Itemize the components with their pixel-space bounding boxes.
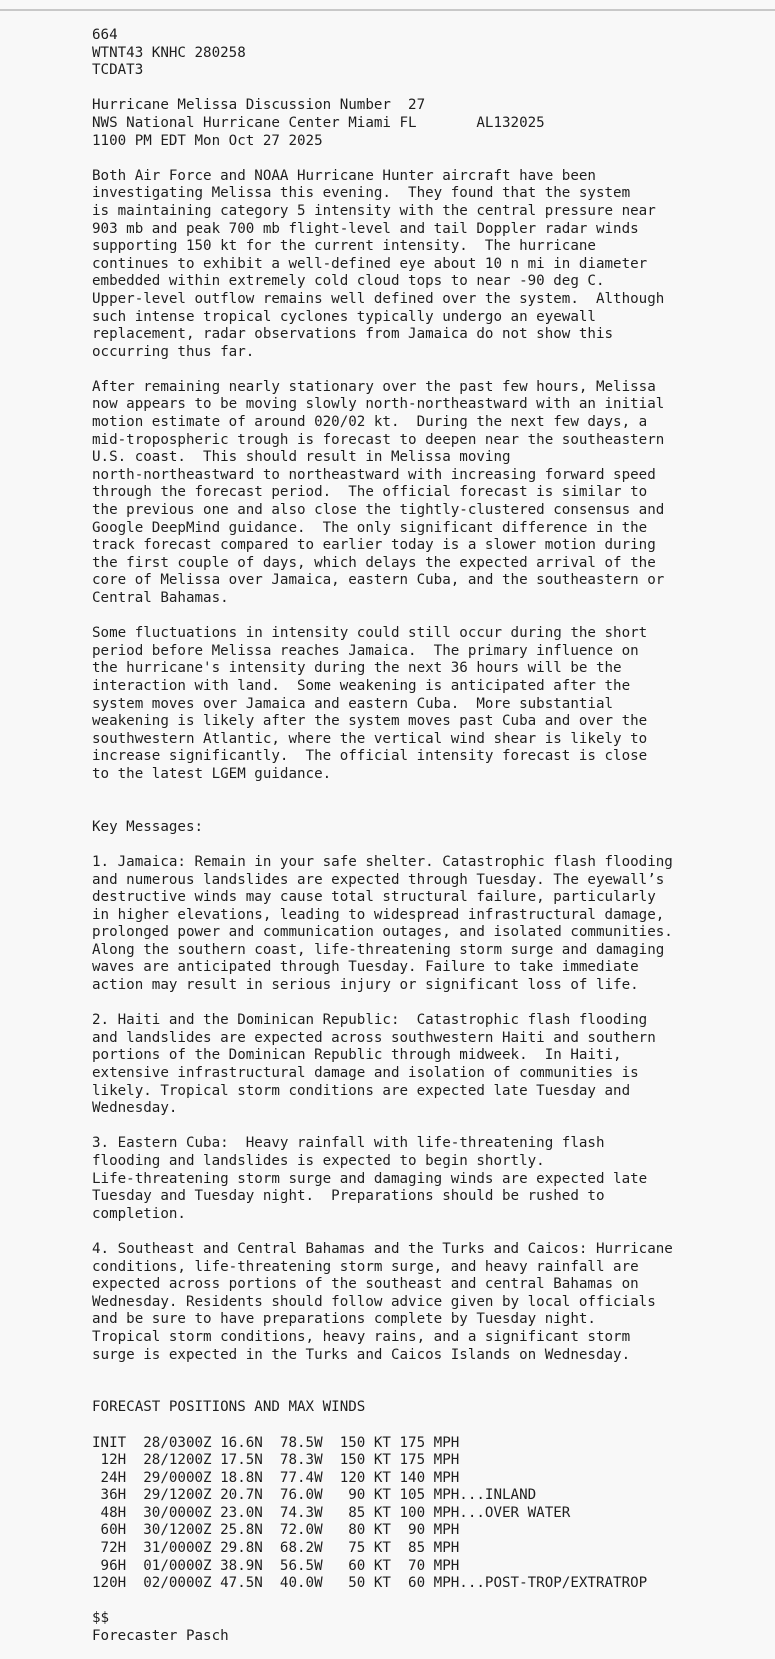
text-line: 2. Haiti and the Dominican Republic: Catastrophic flash flooding bbox=[92, 1012, 648, 1029]
text-line: surge is expected in the Turks and Caicos Islands on Wednesday. bbox=[92, 1346, 631, 1363]
text-line: and be sure to have preparations complete by Tuesday night. bbox=[92, 1311, 596, 1328]
blank-line bbox=[92, 836, 772, 854]
text-line: 903 mb and peak 700 mb flight-level and tail Doppler radar winds bbox=[92, 220, 639, 237]
text-line: the first couple of days, which delays the expected arrival of the bbox=[92, 554, 656, 571]
text-line: interaction with land. Some weakening is anticipated after the bbox=[92, 677, 631, 694]
text-line: 1. Jamaica: Remain in your safe shelter. Catastrophic flash flooding bbox=[92, 853, 673, 870]
forecast-heading: FORECAST POSITIONS AND MAX WINDS bbox=[92, 1399, 366, 1416]
text-line: completion. bbox=[92, 1205, 186, 1222]
blank-line bbox=[92, 1118, 772, 1136]
blank-line bbox=[92, 361, 772, 379]
text-line: Wednesday. bbox=[92, 1100, 178, 1117]
text-line: through the forecast period. The official forecast is similar to bbox=[92, 484, 648, 501]
text-line: is maintaining category 5 intensity with the central pressure near bbox=[92, 202, 656, 219]
top-divider bbox=[0, 9, 775, 11]
paragraph-intensity-forecast bbox=[92, 625, 772, 783]
text-line: track forecast compared to earlier today is a slower motion during bbox=[92, 537, 656, 554]
text-line: now appears to be moving slowly north-northeastward with an initial bbox=[92, 396, 665, 413]
text-line: increase significantly. The official intensity forecast is close bbox=[92, 748, 648, 765]
forecast-row: 36H 29/1200Z 20.7N 76.0W 90 KT 105 MPH...INLAND bbox=[92, 1487, 537, 1504]
forecast-row: 96H 01/0000Z 38.9N 56.5W 60 KT 70 MPH bbox=[92, 1557, 460, 1574]
text-line: likely. Tropical storm conditions are expected late Tuesday and bbox=[92, 1082, 631, 1099]
blank-line bbox=[92, 80, 772, 98]
blank-line bbox=[92, 801, 772, 819]
forecast-table bbox=[92, 1435, 772, 1593]
header-line: 664 bbox=[92, 27, 118, 43]
blank-line bbox=[92, 995, 772, 1013]
text-line: core of Melissa over Jamaica, eastern Cuba, and the southeastern or bbox=[92, 572, 665, 589]
text-line: Along the southern coast, life-threatening storm surge and damaging bbox=[92, 941, 665, 958]
forecast-row: 120H 02/0000Z 47.5N 40.0W 50 KT 60 MPH...POST-TROP/EXTRATROP bbox=[92, 1575, 648, 1592]
text-line: conditions, life-threatening storm surge, and heavy rainfall are bbox=[92, 1258, 639, 1275]
text-line: Wednesday. Residents should follow advice given by local officials bbox=[92, 1293, 656, 1310]
discussion-text bbox=[92, 27, 772, 1646]
text-line: extensive infrastructural damage and isolation of communities is bbox=[92, 1065, 639, 1082]
forecast-row: 72H 31/0000Z 29.8N 68.2W 75 KT 85 MPH bbox=[92, 1540, 460, 1557]
header-line: TCDAT3 bbox=[92, 62, 144, 79]
text-line: Life-threatening storm surge and damaging winds are expected late bbox=[92, 1170, 648, 1187]
text-line: supporting 150 kt for the current intensity. The hurricane bbox=[92, 238, 596, 255]
forecast-row: 60H 30/1200Z 25.8N 72.0W 80 KT 90 MPH bbox=[92, 1522, 460, 1539]
paragraph-track-forecast bbox=[92, 379, 772, 608]
text-line: to the latest LGEM guidance. bbox=[92, 765, 332, 782]
text-line: Both Air Force and NOAA Hurricane Hunter aircraft have been bbox=[92, 167, 596, 184]
forecast-row: INIT 28/0300Z 16.6N 78.5W 150 KT 175 MPH bbox=[92, 1434, 460, 1451]
text-line: portions of the Dominican Republic through midweek. In Haiti, bbox=[92, 1047, 622, 1064]
title-line: Hurricane Melissa Discussion Number 27 bbox=[92, 97, 426, 114]
key-message-haiti-dominican-republic bbox=[92, 1012, 772, 1118]
forecast-row: 12H 28/1200Z 17.5N 78.3W 150 KT 175 MPH bbox=[92, 1452, 460, 1469]
text-line: Some fluctuations in intensity could still occur during the short bbox=[92, 625, 648, 642]
text-line: Central Bahamas. bbox=[92, 590, 229, 606]
text-line: in higher elevations, leading to widespread infrastructural damage, bbox=[92, 906, 665, 923]
text-line: and landslides are expected across southwestern Haiti and southern bbox=[92, 1029, 656, 1046]
title-line: NWS National Hurricane Center Miami FL AL132025 bbox=[92, 114, 545, 131]
title-line: 1100 PM EDT Mon Oct 27 2025 bbox=[92, 132, 323, 149]
text-line: mid-tropospheric trough is forecast to deepen near the southeastern bbox=[92, 431, 665, 448]
blank-line bbox=[92, 1417, 772, 1435]
text-line: system moves over Jamaica and eastern Cuba. More substantial bbox=[92, 695, 614, 712]
blank-line bbox=[92, 784, 772, 802]
text-line: waves are anticipated through Tuesday. Failure to take immediate bbox=[92, 959, 639, 976]
text-line: expected across portions of the southeast and central Bahamas on bbox=[92, 1276, 639, 1293]
text-line: the previous one and also close the tightly-clustered consensus and bbox=[92, 502, 665, 519]
text-line: investigating Melissa this evening. They found that the system bbox=[92, 185, 631, 202]
forecast-row: 48H 30/0000Z 23.0N 74.3W 85 KT 100 MPH...OVER WATER bbox=[92, 1504, 571, 1521]
text-line: Upper-level outflow remains well defined over the system. Although bbox=[92, 290, 665, 307]
text-line: embedded within extremely cold cloud tops to near -90 deg C. bbox=[92, 273, 605, 290]
forecast-row: 24H 29/0000Z 18.8N 77.4W 120 KT 140 MPH bbox=[92, 1469, 460, 1486]
paragraph-current-intensity bbox=[92, 168, 772, 362]
text-line: the hurricane's intensity during the next 36 hours will be the bbox=[92, 660, 622, 677]
text-line: period before Melissa reaches Jamaica. The primary influence on bbox=[92, 642, 639, 659]
blank-line bbox=[92, 150, 772, 168]
text-line: 3. Eastern Cuba: Heavy rainfall with life-threatening flash bbox=[92, 1135, 605, 1152]
header-line: WTNT43 KNHC 280258 bbox=[92, 44, 246, 61]
key-message-bahamas-turks-caicos bbox=[92, 1241, 772, 1364]
key-message-jamaica bbox=[92, 854, 772, 995]
text-line: Tropical storm conditions, heavy rains, and a significant storm bbox=[92, 1328, 631, 1345]
title-block bbox=[92, 97, 772, 150]
text-line: and numerous landslides are expected through Tuesday. The eyewall’s bbox=[92, 871, 665, 888]
text-line: motion estimate of around 020/02 kt. During the next few days, a bbox=[92, 414, 648, 431]
text-line: southwestern Atlantic, where the vertical wind shear is likely to bbox=[92, 730, 648, 747]
blank-line bbox=[92, 1223, 772, 1241]
text-line: destructive winds may cause total structural failure, particularly bbox=[92, 889, 656, 906]
blank-line bbox=[92, 1593, 772, 1611]
forecaster-signature: Forecaster Pasch bbox=[92, 1628, 229, 1645]
text-line: Tuesday and Tuesday night. Preparations should be rushed to bbox=[92, 1188, 605, 1205]
text-line: such intense tropical cyclones typically undergo an eyewall bbox=[92, 308, 596, 325]
text-line: Google DeepMind guidance. The only significant difference in the bbox=[92, 519, 648, 536]
text-line: weakening is likely after the system moves past Cuba and over the bbox=[92, 713, 648, 730]
text-line: replacement, radar observations from Jamaica do not show this bbox=[92, 326, 614, 343]
blank-line bbox=[92, 1364, 772, 1382]
blank-line bbox=[92, 608, 772, 626]
key-messages-heading: Key Messages: bbox=[92, 818, 204, 835]
product-header bbox=[92, 27, 772, 80]
text-line: 4. Southeast and Central Bahamas and the Turks and Caicos: Hurricane bbox=[92, 1240, 673, 1257]
text-line: continues to exhibit a well-defined eye about 10 n mi in diameter bbox=[92, 255, 648, 272]
text-line: flooding and landslides is expected to begin shortly. bbox=[92, 1153, 545, 1169]
key-message-eastern-cuba bbox=[92, 1135, 772, 1223]
text-line: occurring thus far. bbox=[92, 343, 255, 360]
text-line: After remaining nearly stationary over the past few hours, Melissa bbox=[92, 378, 656, 395]
text-line: U.S. coast. This should result in Melissa moving bbox=[92, 449, 511, 466]
end-marker: $$ bbox=[92, 1610, 110, 1627]
text-line: north-northeastward to northeastward with increasing forward speed bbox=[92, 466, 656, 483]
text-line: action may result in serious injury or significant loss of life. bbox=[92, 977, 639, 994]
text-line: prolonged power and communication outages, and isolated communities. bbox=[92, 924, 673, 941]
blank-line bbox=[92, 1382, 772, 1400]
